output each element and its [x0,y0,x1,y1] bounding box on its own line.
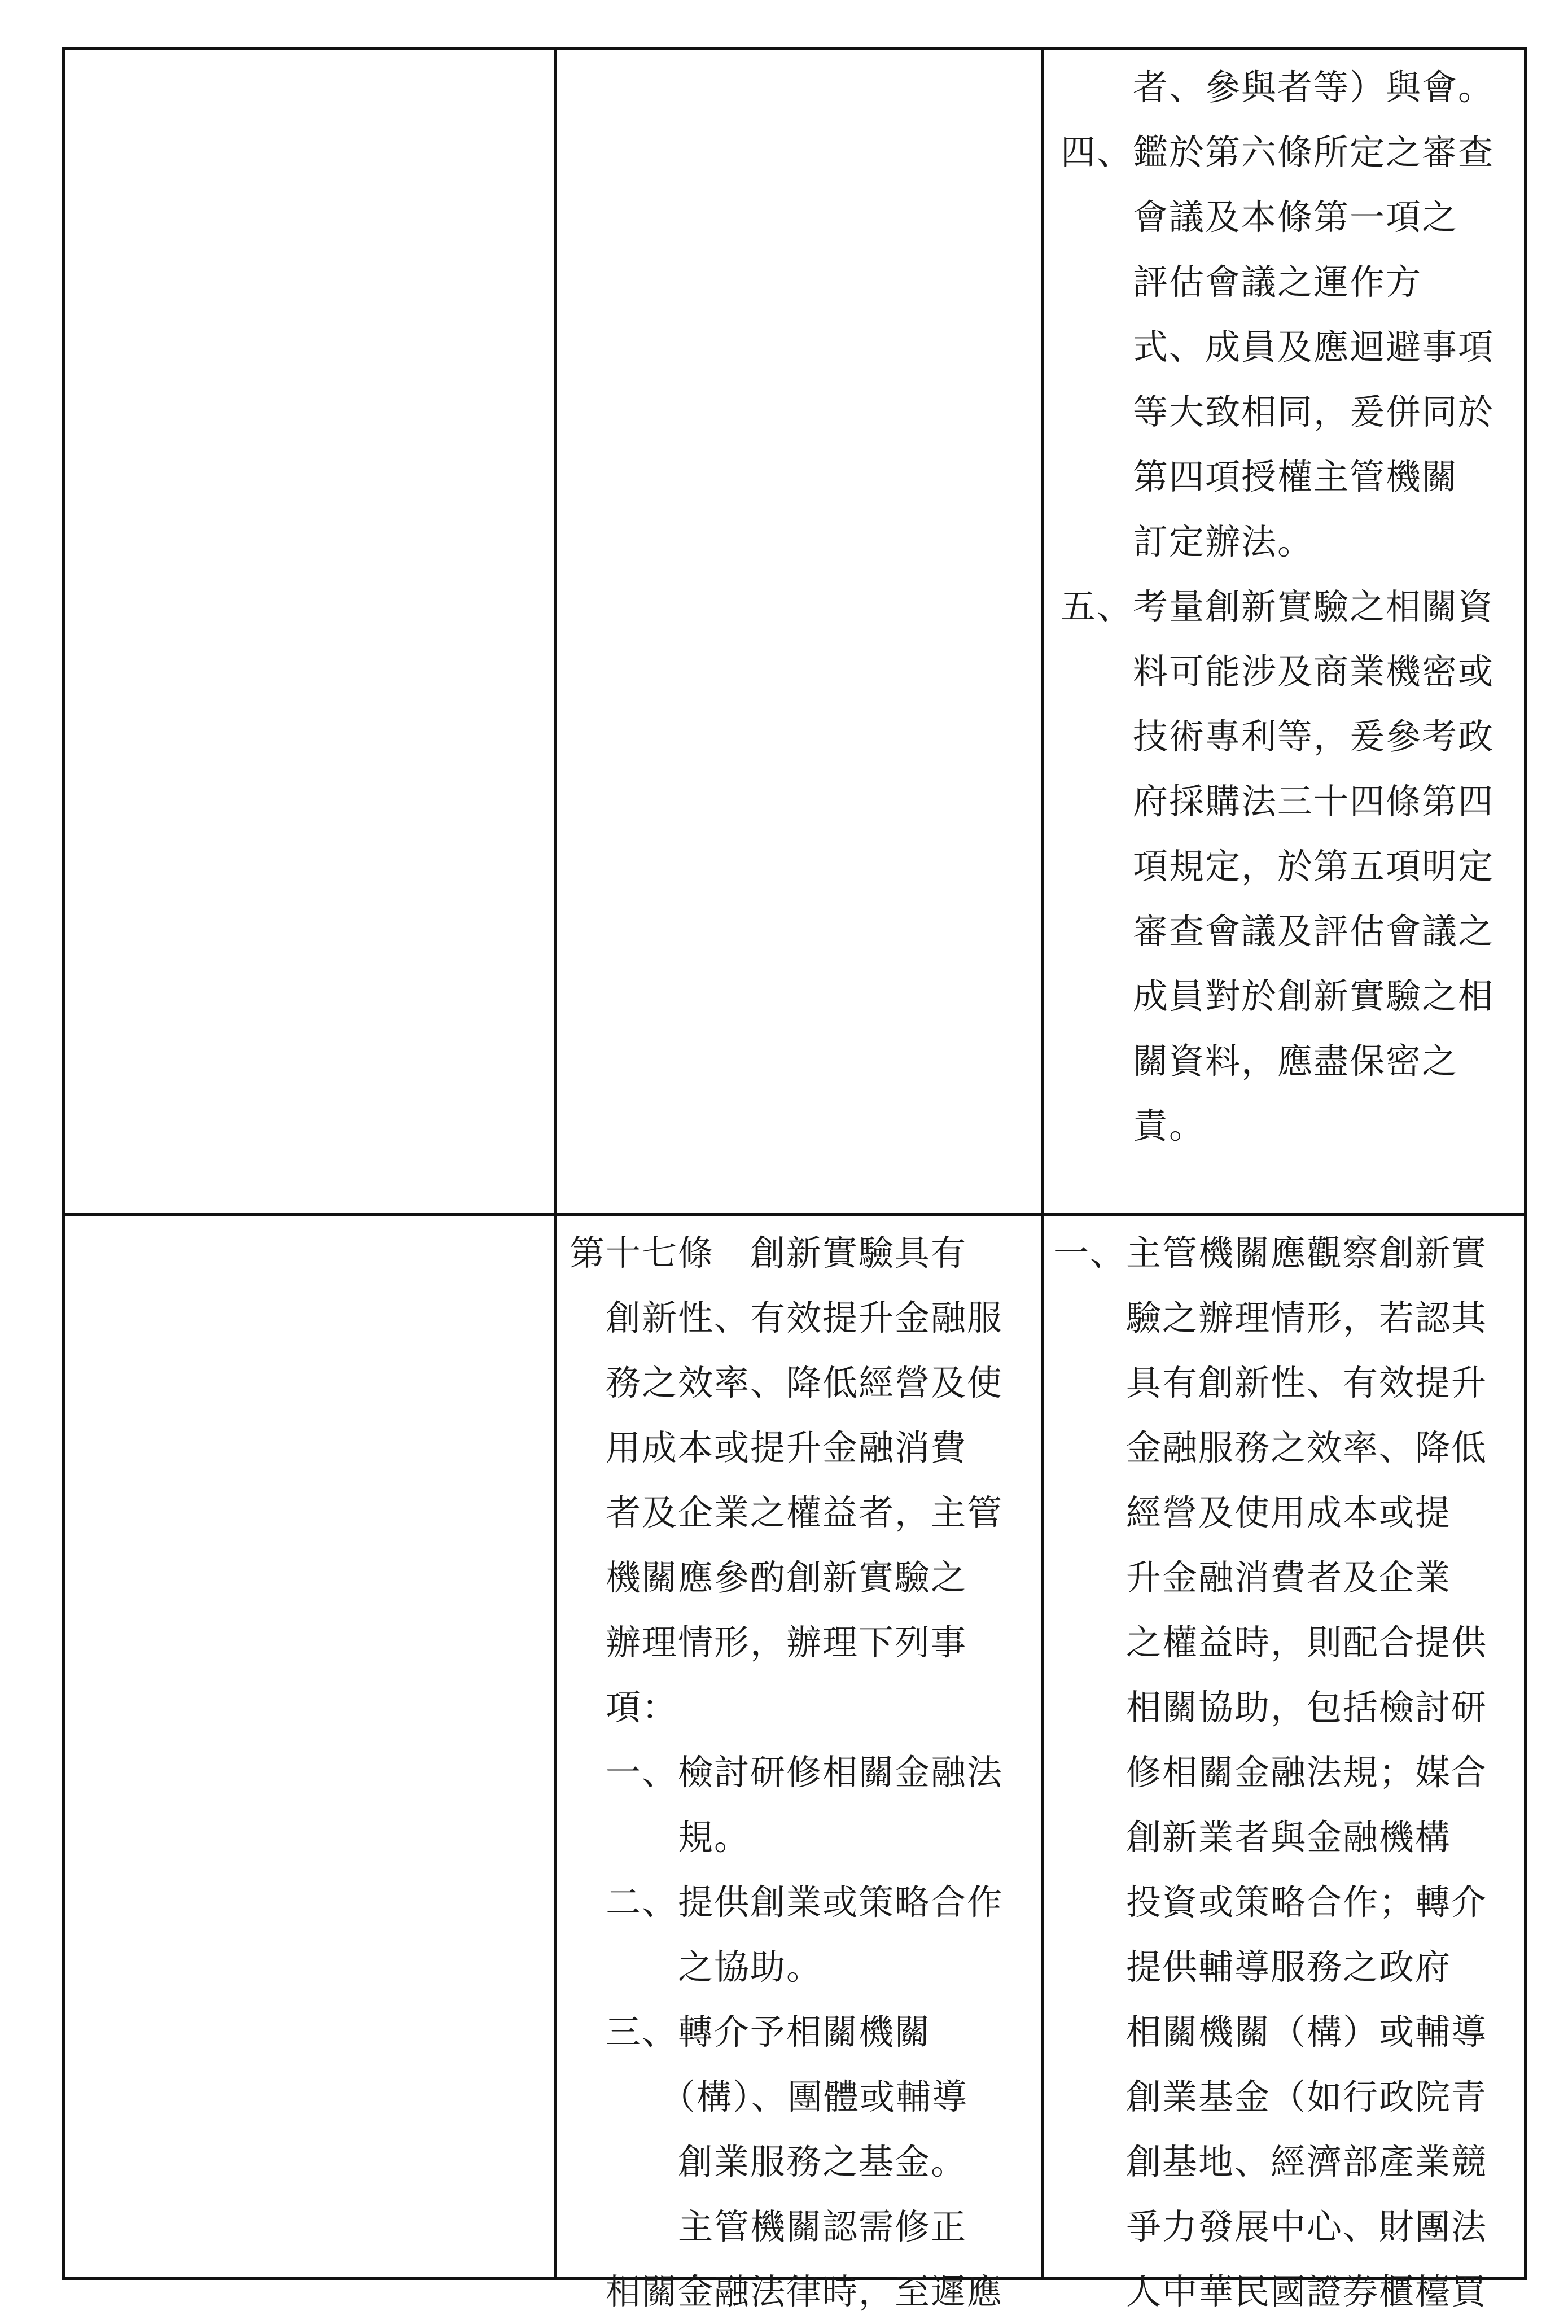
text-line: 之權益時，則配合提供 [1054,1622,1488,1663]
text-line: 關資料，應盡保密之 [1061,1040,1458,1082]
text-line: 評估會議之運作方 [1061,261,1422,303]
text-line: 創業服務之基金。 [570,2141,967,2182]
table-row [65,1216,1527,2312]
text-line: 五、考量創新實驗之相關資 [1061,586,1495,627]
text-line: 一、檢討研修相關金融法 [570,1752,1004,1793]
text-line: 之協助。 [570,1946,823,1988]
text-line: 式、成員及應迴避事項 [1061,326,1495,367]
text-line: 相關機關（構）或輔導 [1054,2011,1488,2052]
table-cell-article [557,1216,1044,2312]
text-line: 人中華民國證券櫃檯買 [1054,2271,1488,2312]
text-line: 投資或策略合作；轉介 [1054,1881,1488,1923]
text-line: 金融服務之效率、降低 [1054,1427,1488,1468]
document-table [62,47,1527,2312]
table-cell-empty-col1 [65,1216,557,2277]
article-text [557,1216,1041,2324]
text-line: 第十七條 創新實驗具有 [570,1232,967,1273]
text-line: 責。 [1061,1105,1206,1146]
text-line: 者及企業之權益者，主管 [570,1492,1004,1533]
text-line: 第四項授權主管機關 [1061,456,1458,497]
table-cell-explanation [1044,50,1527,1213]
table-cell-explanation [1044,1216,1527,2312]
text-line: 經營及使用成本或提 [1054,1492,1452,1533]
text-line: 訂定辦法。 [1061,521,1314,562]
table-cell-empty-col2 [557,50,1044,1213]
text-line: 相關協助，包括檢討研 [1054,1687,1488,1728]
text-line: 規。 [570,1817,751,1858]
text-line: 用成本或提升金融消費 [570,1427,967,1468]
text-line: 料可能涉及商業機密或 [1061,651,1495,692]
table-cell-empty-col1 [65,50,557,1213]
explanation-text [1044,1216,1524,2324]
text-line: 升金融消費者及企業 [1054,1557,1452,1598]
text-line: 修相關金融法規；媒合 [1054,1752,1488,1793]
text-line: 爭力發展中心、財團法 [1054,2206,1488,2247]
text-line: 者、參與者等）與會。 [1061,67,1495,108]
text-line: 三、轉介予相關機關 [570,2011,931,2052]
text-line: 機關應參酌創新實驗之 [570,1557,967,1598]
text-line: 務之效率、降低經營及使 [570,1362,1004,1403]
text-line: 項規定，於第五項明定 [1061,846,1495,887]
text-line: 創業基金（如行政院青 [1054,2076,1488,2117]
text-line: 項： [570,1687,678,1728]
text-line: 主管機關認需修正 [570,2206,967,2247]
text-line: （構）、團體或輔導 [570,2076,969,2117]
text-line: 具有創新性、有效提升 [1054,1362,1488,1403]
explanation-text [1044,50,1524,1158]
text-line: 創新性、有效提升金融服 [570,1297,1004,1338]
text-line: 技術專利等，爰參考政 [1061,716,1495,757]
text-line: 府採購法三十四條第四 [1061,781,1495,822]
text-line: 相關金融法律時，至遲應 [570,2271,1004,2312]
table-row [65,50,1527,1216]
text-line: 創新業者與金融機構 [1054,1817,1452,1858]
text-line: 二、提供創業或策略合作 [570,1881,1004,1923]
text-line: 四、鑑於第六條所定之審查 [1061,132,1495,173]
text-line: 提供輔導服務之政府 [1054,1946,1452,1988]
text-line: 創基地、經濟部產業競 [1054,2141,1488,2182]
text-line: 驗之辦理情形，若認其 [1054,1297,1488,1338]
text-line: 會議及本條第一項之 [1061,196,1458,238]
text-line: 成員對於創新實驗之相 [1061,975,1495,1017]
text-line: 審查會議及評估會議之 [1061,911,1495,952]
text-line: 辦理情形，辦理下列事 [570,1622,967,1663]
text-line: 一、主管機關應觀察創新實 [1054,1232,1488,1273]
text-line: 等大致相同，爰併同於 [1061,391,1495,432]
